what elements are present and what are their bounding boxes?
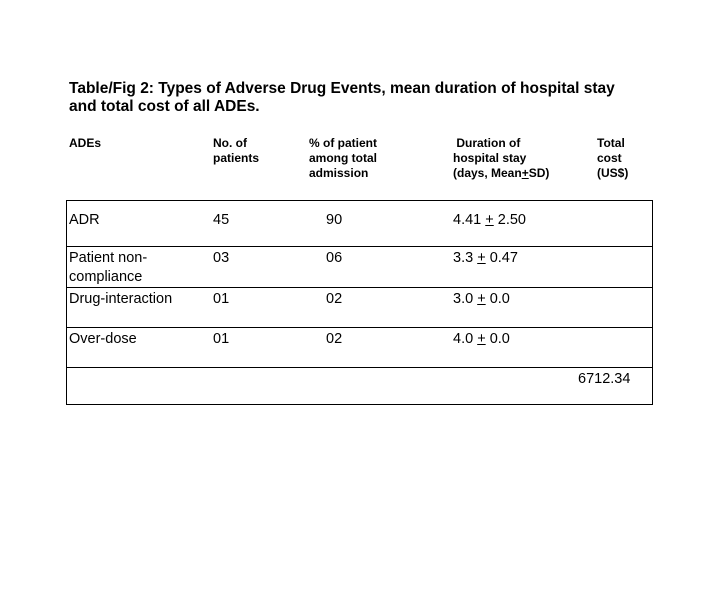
table-title <box>69 80 689 116</box>
header-patients <box>213 136 259 166</box>
cell-duration <box>453 211 526 230</box>
table-title-line-1: Table/Fig 2: Types of Adverse Drug Events, mean duration of hospital stay <box>69 80 615 97</box>
cell-patients: 45 <box>213 212 230 228</box>
header-cost-line-3: (US$) <box>597 166 629 180</box>
table-row-total <box>67 368 652 404</box>
table-row-adr <box>67 201 652 247</box>
cell-ade <box>69 211 100 230</box>
table-row-drug-interaction <box>67 288 652 328</box>
table-title-line-2: and total cost of all ADEs. <box>69 98 260 115</box>
header-cost <box>597 136 628 181</box>
header-duration-mean: (days, Mean <box>453 166 522 180</box>
cell-ade-line: ADR <box>69 212 100 228</box>
cell-percent: 02 <box>326 331 343 347</box>
header-duration-line-1: Duration of <box>453 136 521 150</box>
cell-duration <box>453 249 518 268</box>
table-row-non-compliance <box>67 247 652 288</box>
header-duration-line-3 <box>453 166 549 181</box>
plus-minus-symbol: + <box>477 291 486 307</box>
cell-ade <box>69 290 172 309</box>
header-percent <box>309 136 377 181</box>
cell-ade-line-2: compliance <box>69 269 143 285</box>
header-ades-label: ADEs <box>69 136 102 150</box>
header-cost-line-1: Total <box>597 136 625 150</box>
cell-duration-sd: 2.50 <box>497 212 526 228</box>
header-patients-line-1: No. of <box>213 136 247 150</box>
header-cost-line-2: cost <box>597 151 622 165</box>
header-duration-line-2: hospital stay <box>453 151 527 165</box>
cell-duration <box>453 330 510 349</box>
cell-ade <box>69 249 147 287</box>
header-percent-line-2: among total <box>309 151 377 165</box>
cell-percent: 02 <box>326 291 343 307</box>
cell-duration <box>453 290 510 309</box>
cell-duration-mean: 3.0 <box>453 291 474 307</box>
plus-minus-symbol: + <box>477 250 486 266</box>
header-duration-sd: SD) <box>528 166 550 180</box>
table-row-over-dose <box>67 328 652 368</box>
plus-minus-symbol: + <box>485 212 494 228</box>
cell-patients: 03 <box>213 250 230 266</box>
cell-patients: 01 <box>213 291 230 307</box>
plus-minus-symbol: + <box>477 331 486 347</box>
cell-duration-mean: 4.41 <box>453 212 482 228</box>
cell-ade-line-1: Patient non- <box>69 250 148 266</box>
cell-percent: 90 <box>326 212 343 228</box>
header-percent-line-1: % of patient <box>309 136 377 150</box>
header-duration <box>453 136 549 181</box>
cell-ade-line: Drug-interaction <box>69 291 173 307</box>
cell-ade <box>69 330 137 349</box>
cell-ade-line: Over-dose <box>69 331 137 347</box>
header-ades <box>69 136 101 151</box>
plus-minus-symbol: + <box>521 166 529 180</box>
cell-duration-sd: 0.0 <box>489 331 510 347</box>
header-patients-line-2: patients <box>213 151 260 165</box>
cell-percent: 06 <box>326 250 343 266</box>
cell-total-cost: 6712.34 <box>578 371 631 387</box>
cell-duration-mean: 4.0 <box>453 331 474 347</box>
header-percent-line-3: admission <box>309 166 369 180</box>
ade-table <box>66 200 653 405</box>
cell-duration-mean: 3.3 <box>453 250 474 266</box>
cell-duration-sd: 0.0 <box>489 291 510 307</box>
cell-duration-sd: 0.47 <box>489 250 518 266</box>
cell-patients: 01 <box>213 331 230 347</box>
